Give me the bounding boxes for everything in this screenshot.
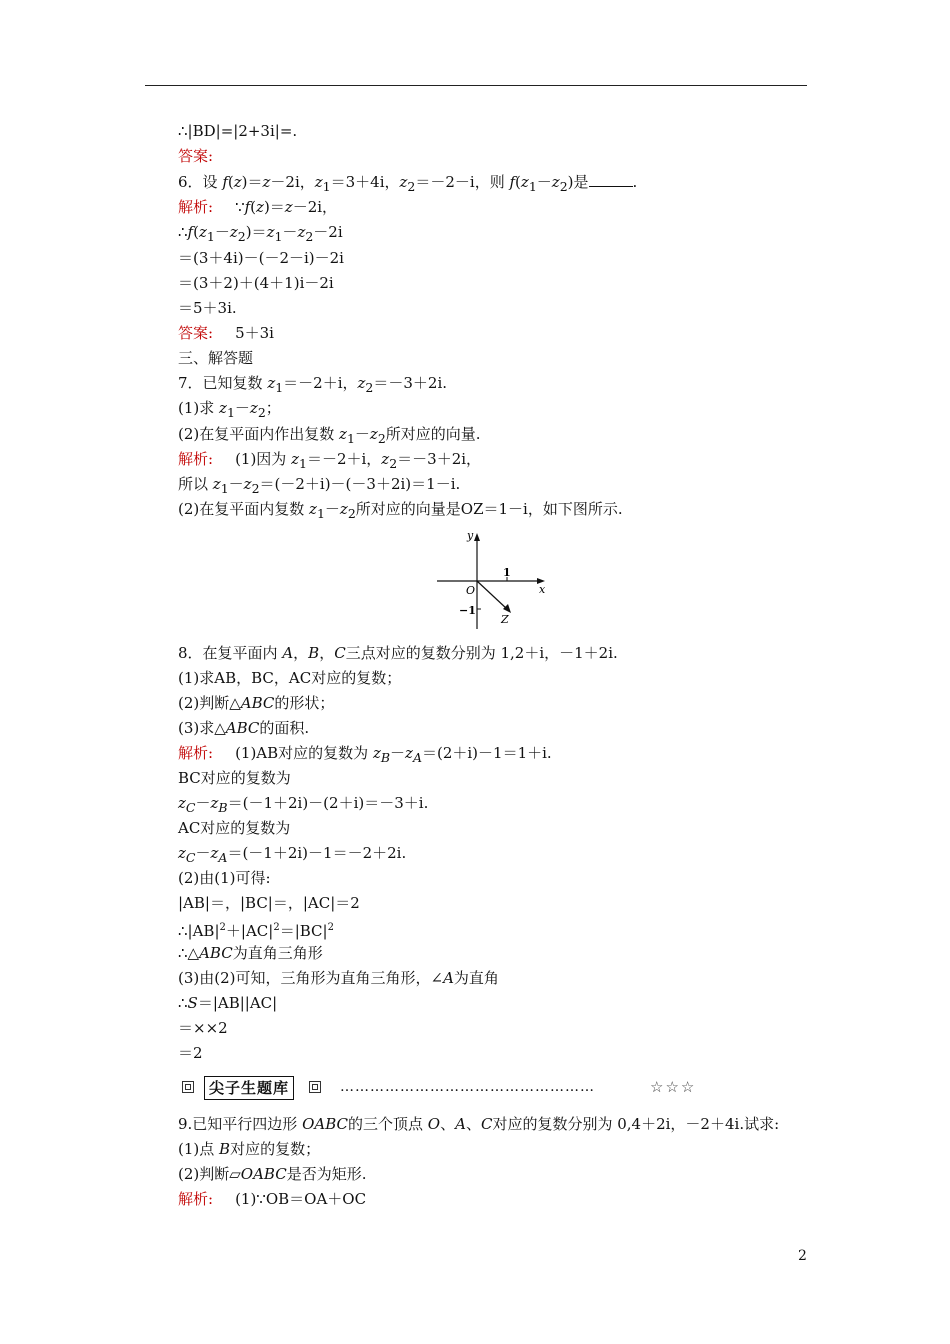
text-line: |AB|＝，|BC|＝，|AC|＝2 (178, 894, 360, 912)
text-line: ∴S＝|AB||AC| (178, 994, 278, 1012)
page-number: 2 (798, 1248, 807, 1264)
y-tick-label: −1 (459, 604, 476, 617)
vector-diagram (433, 527, 553, 631)
text-line: $z_C-z_B=(-1+2i)-(2+i)=-3+i$. (178, 794, 429, 815)
question-8: 8．在复平面内 A，B，C三点对应的复数分别为 1,2＋i，－1＋2i. (178, 644, 618, 662)
answer-label: 答案: (178, 147, 214, 165)
text-line: BC对应的复数为 (178, 769, 291, 787)
vector-oz (477, 581, 507, 609)
x-axis-label: x (539, 583, 546, 596)
text-line: (3)求△ABC的面积. (178, 719, 310, 737)
difficulty-stars: ☆☆☆ (650, 1078, 697, 1096)
text-line: ＝××2 (178, 1019, 228, 1037)
answer-blank (589, 172, 633, 187)
text-line: (2)在复平面内复数 $z_1-z_2$所对应的向量是OZ＝1－i，如下图所示. (178, 500, 623, 521)
y-axis-label: y (467, 529, 474, 542)
text-line: (2)判断▱OABC是否为矩形. (178, 1165, 367, 1183)
text-line: $z_C-z_A=(-1+2i)-1=-2+2i$. (178, 844, 407, 865)
text-line: (3)由(2)可知，三角形为直角三角形，∠A为直角 (178, 969, 499, 987)
text-line: $\therefore f(z_1-z_2)=z_1-z_2-2i$ (178, 223, 343, 244)
text-line: AC对应的复数为 (178, 819, 291, 837)
section-banner (178, 1076, 718, 1100)
text-line: ＝2 (178, 1044, 203, 1062)
question-6: 6．设 f(z)＝z－2i，$z_1=3+4i$，$z_2=-2-i$，则 $f(z_1-z_2)$是 . (178, 173, 638, 194)
text-line: (2)判断△ABC的形状； (178, 694, 335, 712)
banner-dots: …………………………………………… (340, 1079, 595, 1095)
text-line: (2)在复平面内作出复数 $z_1-z_2$所对应的向量. (178, 425, 481, 446)
analysis-line: 解析: (1)AB对应的复数为 $z_B-z_A=(2+i)-1=1+i$. (178, 744, 552, 765)
answer-line: 答案: 5＋3i (178, 324, 274, 342)
text-line: ＝5＋3i. (178, 299, 237, 317)
y-axis-arrow (474, 533, 480, 541)
text-line: (1)求 $z_1-z_2$； (178, 399, 281, 420)
text-line: ∴△ABC为直角三角形 (178, 944, 323, 962)
square-icon (309, 1081, 321, 1093)
text-line: $\therefore|AB|^2+|AC|^2=|BC|^2$ (178, 922, 334, 940)
question-9: 9.已知平行四边形 OABC的三个顶点 O、A、C对应的复数分别为 0,4＋2i，－2＋4i.试求: (178, 1115, 780, 1133)
header-rule (145, 85, 807, 86)
section-heading: 三、解答题 (178, 349, 254, 367)
text-line: (2)由(1)可得: (178, 869, 271, 887)
text-line: (1)点 B对应的复数； (178, 1140, 321, 1158)
point-z-label: Z (501, 613, 509, 626)
question-7: 7．已知复数 $z_1=-2+i$，$z_2=-3+2i$. (178, 374, 448, 395)
text-line: (1)求AB，BC，AC对应的复数； (178, 669, 402, 687)
text-line: ∴|BD|=|2+3i|=. (178, 122, 298, 140)
banner-title: 尖子生题库 (204, 1076, 294, 1100)
origin-label: O (466, 584, 476, 597)
text-line: ＝(3＋2)＋(4＋1)i－2i (178, 274, 334, 292)
text-line: ＝(3＋4i)－(－2－i)－2i (178, 249, 344, 267)
text-line: 所以 $z_1-z_2=(-2+i)-(-3+2i)=1-i$. (178, 475, 461, 496)
analysis-line: 解析: (1)∵OB＝OA＋OC (178, 1190, 367, 1208)
analysis-line: 解析: ∵f(z)＝z－2i， (178, 198, 338, 216)
x-tick-label: 1 (503, 566, 511, 579)
analysis-line: 解析: (1)因为 $z_1=-2+i$，$z_2=-3+2i$， (178, 450, 482, 471)
square-icon (182, 1081, 194, 1093)
vector-arrowhead (503, 604, 511, 613)
